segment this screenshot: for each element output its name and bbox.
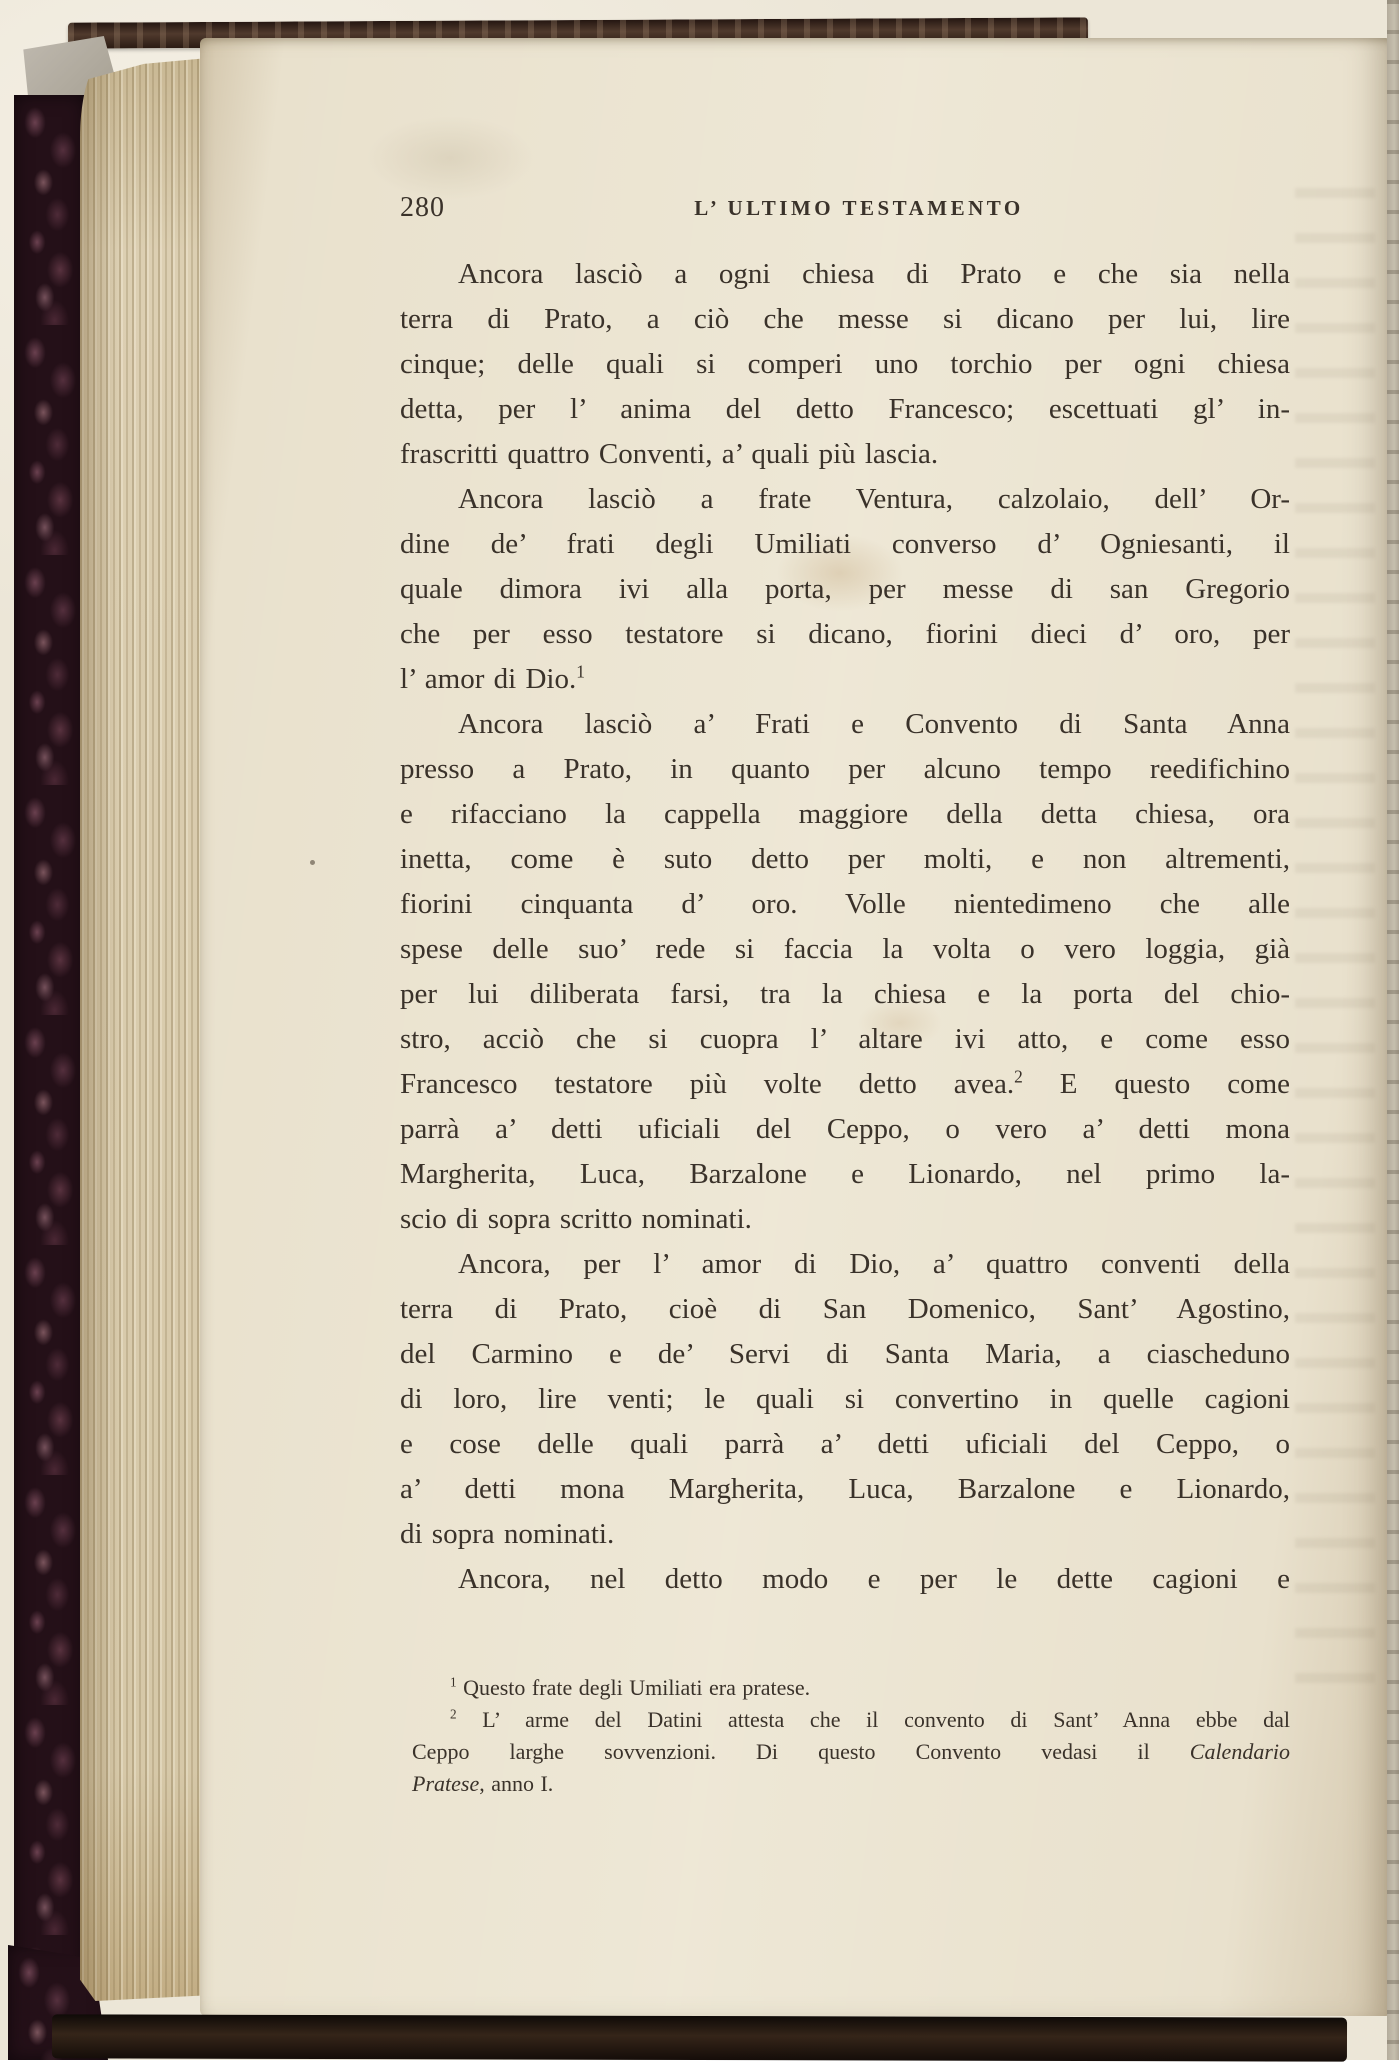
running-header: L’ ULTIMO TESTAMENTO xyxy=(694,196,1024,220)
text-line: di sopra nominati. xyxy=(400,1518,615,1550)
text-line: fiorini cinquanta d’ oro. Volle nientedimeno che alle xyxy=(400,888,1290,920)
text-line: parrà a’ detti uficiali del Ceppo, o vero a’ detti mona xyxy=(400,1113,1290,1145)
text-line: Ancora, per l’ amor di Dio, a’ quattro conventi della xyxy=(458,1248,1290,1280)
footnote xyxy=(412,1704,1290,1800)
page-number: 280 xyxy=(400,192,445,223)
footnotes xyxy=(400,1672,1290,1800)
text-line: Ancora, nel detto modo e per le dette cagioni e xyxy=(458,1563,1290,1595)
body-text xyxy=(400,252,1290,1602)
paragraph xyxy=(400,702,1290,1242)
text-line: del Carmino e de’ Servi di Santa Maria, a ciascheduno xyxy=(400,1338,1290,1370)
text-line: presso a Prato, in quanto per alcuno tempo reedifichino xyxy=(400,753,1290,785)
text-line: cinque; delle quali si comperi uno torchio per ogni chiesa xyxy=(400,348,1290,380)
text-line: e rifacciano la cappella maggiore della detta chiesa, ora xyxy=(400,798,1290,830)
text-line: Ancora lasciò a ogni chiesa di Prato e che sia nella xyxy=(458,258,1290,290)
text-line: terra di Prato, cioè di San Domenico, Sant’ Agostino, xyxy=(400,1293,1290,1325)
show-through-text xyxy=(1295,188,1375,1688)
text-line: Margherita, Luca, Barzalone e Lionardo, nel primo la- xyxy=(400,1158,1290,1190)
footnote-marker: 1 xyxy=(576,661,585,682)
paragraph xyxy=(400,477,1290,702)
text-line: $^1$ Questo frate degli Umiliati era pratese. xyxy=(450,1674,811,1700)
text-line: terra di Prato, a ciò che messe si dicano per lui, lire xyxy=(400,303,1290,335)
text-line: di loro, lire venti; le quali si convertino in quelle cagioni xyxy=(400,1383,1290,1415)
text-line: scio di sopra scritto nominati. xyxy=(400,1203,752,1235)
text-line: Ancora lasciò a’ Frati e Convento di Santa Anna xyxy=(458,708,1290,740)
text-line: l’ amor di Dio.$^1$ xyxy=(400,661,585,695)
footnote xyxy=(412,1672,1290,1704)
text-line: per lui diliberata farsi, tra la chiesa e la porta del chio- xyxy=(400,978,1290,1010)
book-page xyxy=(200,38,1388,2016)
text-line: inetta, come è suto detto per molti, e non altrementi, xyxy=(400,843,1290,875)
text-line: Ancora lasciò a frate Ventura, calzolaio, dell’ Or- xyxy=(458,483,1290,515)
paragraph xyxy=(400,1242,1290,1557)
ink-fleck xyxy=(310,860,315,865)
text-line: stro, acciò che si cuopra l’ altare ivi atto, e come esso xyxy=(400,1023,1290,1055)
text-line: frascritti quattro Conventi, a’ quali più lascia. xyxy=(400,438,939,470)
text-line: dine de’ frati degli Umiliati converso d’ Ogniesanti, il xyxy=(400,528,1290,560)
text-line: che per esso testatore si dicano, fiorini dieci d’ oro, per xyxy=(400,618,1290,650)
page-header xyxy=(400,190,1290,224)
book-cover-bottom-edge xyxy=(52,2014,1347,2061)
marbled-cover-edge xyxy=(14,95,84,2000)
text-line: quale dimora ivi alla porta, per messe di san Gregorio xyxy=(400,573,1290,605)
text-line: Francesco testatore più volte detto avea.$^2$ E questo come xyxy=(400,1066,1290,1100)
text-line: a’ detti mona Margherita, Luca, Barzalone e Lionardo, xyxy=(400,1473,1290,1505)
text-line: detta, per l’ anima del detto Francesco; escettuati gl’ in- xyxy=(400,393,1290,425)
text-line: Ceppo larghe sovvenzioni. Di questo Convento vedasi il Calendario xyxy=(412,1739,1290,1764)
footnote-marker: 2 xyxy=(450,1706,457,1722)
facing-page-edge xyxy=(1387,0,1399,2060)
footnote-marker: 2 xyxy=(1014,1066,1023,1087)
text-line: spese delle suo’ rede si faccia la volta o vero loggia, già xyxy=(400,933,1290,965)
paragraph xyxy=(400,252,1290,477)
footnote-marker: 1 xyxy=(450,1674,457,1690)
text-block xyxy=(400,38,1290,1800)
text-line: e cose delle quali parrà a’ detti uficiali del Ceppo, o xyxy=(400,1428,1290,1460)
text-line: Pratese, anno I. xyxy=(412,1771,554,1796)
page-stack-edge xyxy=(80,58,208,2003)
paragraph xyxy=(400,1557,1290,1602)
text-line: $^2$ L’ arme del Datini attesta che il convento di Sant’ Anna ebbe dal xyxy=(450,1706,1290,1732)
